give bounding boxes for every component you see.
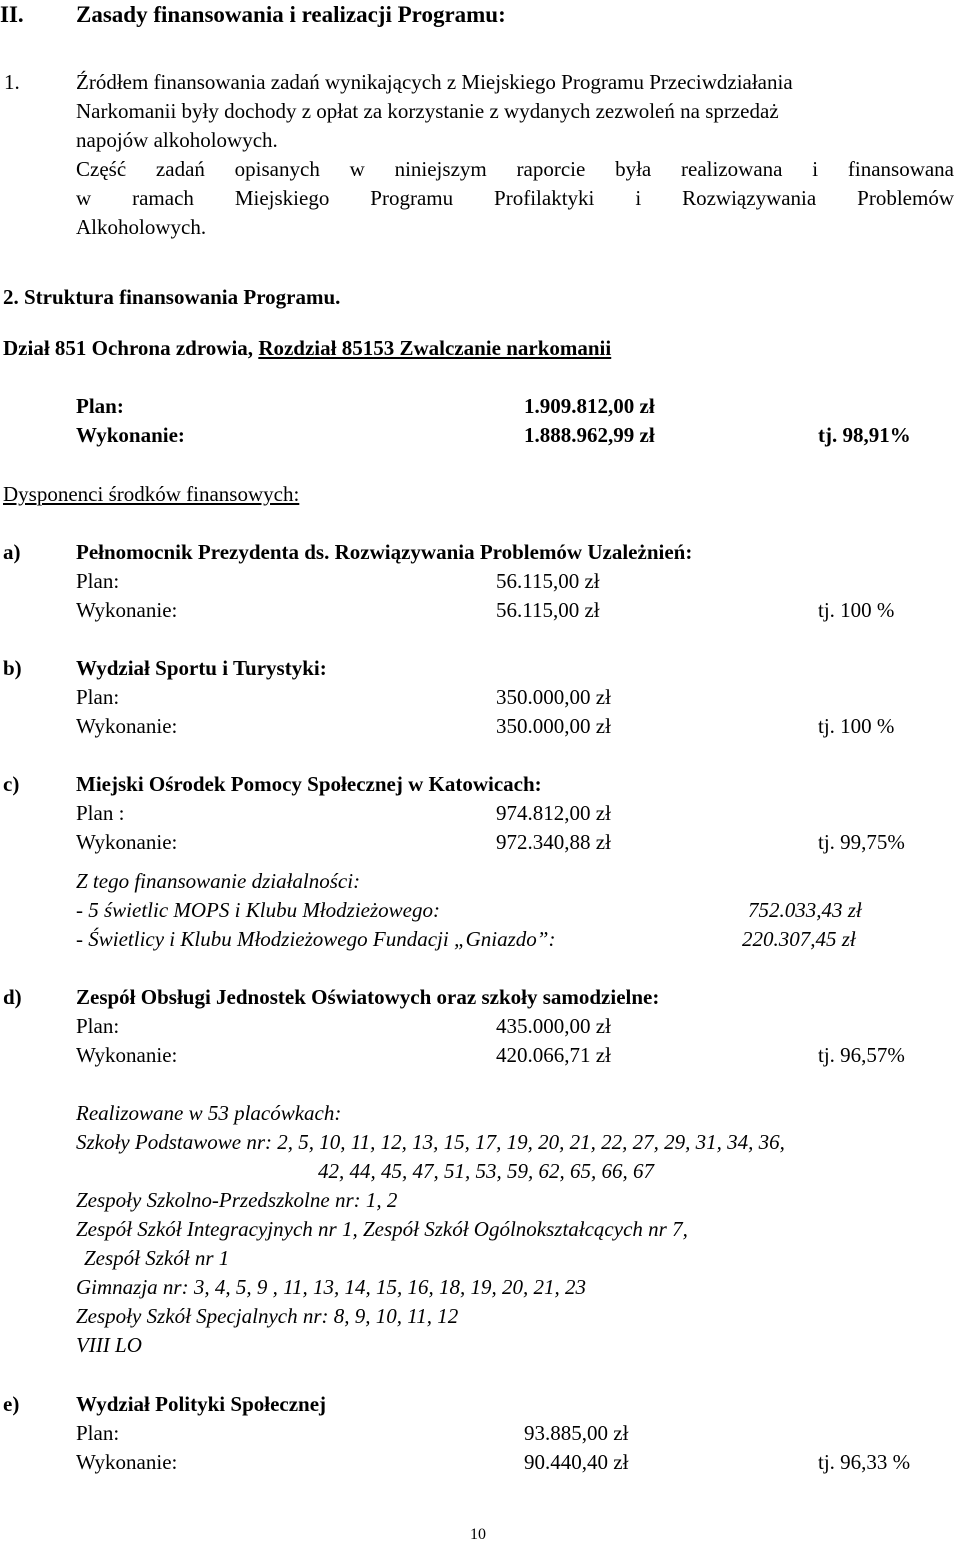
item-d-pct: tj. 96,57% bbox=[818, 1043, 905, 1067]
item-d-exec-label: Wykonanie: bbox=[76, 1043, 178, 1067]
item-d-realized-line: Szkoły Podstawowe nr: 2, 5, 10, 11, 12, 13, 15, 17, 19, 20, 21, 22, 27, 29, 31, 34, 36, bbox=[76, 1130, 785, 1154]
para1-line: Narkomanii były dochody z opłat za korzystanie z wydanych zezwoleń na sprzedaż bbox=[76, 99, 779, 123]
item-a-pct: tj. 100 % bbox=[818, 598, 895, 622]
dzial-line bbox=[3, 334, 611, 363]
item-c-breakdown-value: 220.307,45 zł bbox=[742, 927, 856, 951]
item-c-exec-value: 972.340,88 zł bbox=[496, 830, 611, 854]
page-number: 10 bbox=[470, 1526, 486, 1543]
item-c-breakdown-label: - Świetlicy i Klubu Młodzieżowego Fundacji „Gniazdo”: bbox=[76, 927, 556, 951]
totals-exec-value: 1.888.962,99 zł bbox=[524, 423, 655, 447]
para1-line: w ramach Miejskiego Programu Profilaktyki i Rozwiązywania Problemów bbox=[76, 186, 954, 210]
item-d-realized-line: Zespół Szkół nr 1 bbox=[84, 1246, 230, 1270]
item-d-realized-line: 42, 44, 45, 47, 51, 53, 59, 62, 65, 66, 67 bbox=[318, 1159, 654, 1183]
dzial-prefix: Dział 851 Ochrona zdrowia, bbox=[3, 336, 259, 360]
item-c-letter: c) bbox=[3, 772, 20, 796]
item-c-exec-label: Wykonanie: bbox=[76, 830, 178, 854]
para1-number: 1. bbox=[4, 70, 20, 94]
item-e-pct: tj. 96,33 % bbox=[818, 1450, 911, 1474]
item-a-plan-value: 56.115,00 zł bbox=[496, 569, 600, 593]
item-e-exec-value: 90.440,40 zł bbox=[524, 1450, 629, 1474]
item-e-letter: e) bbox=[3, 1392, 20, 1416]
rozdzial-label: Rozdział 85153 Zwalczanie narkomanii bbox=[258, 336, 612, 360]
totals-exec-pct: tj. 98,91% bbox=[818, 423, 911, 447]
totals-exec-label: Wykonanie: bbox=[76, 423, 185, 447]
para1-line: napojów alkoholowych. bbox=[76, 128, 278, 152]
item-c-breakdown-label: - 5 świetlic MOPS i Klubu Młodzieżowego: bbox=[76, 898, 440, 922]
item-b-plan-label: Plan: bbox=[76, 685, 120, 709]
section-number: II. bbox=[0, 2, 24, 27]
para1-line: Źródłem finansowania zadań wynikających z Miejskiego Programu Przeciwdziałania bbox=[76, 70, 793, 94]
item-d-realized-line: VIII LO bbox=[76, 1333, 142, 1357]
totals-plan-label: Plan: bbox=[76, 394, 124, 418]
item-c-plan-label: Plan : bbox=[76, 801, 125, 825]
item-d-title: Zespół Obsługi Jednostek Oświatowych oraz szkoły samodzielne: bbox=[76, 985, 660, 1009]
item-a-exec-value: 56.115,00 zł bbox=[496, 598, 600, 622]
totals-plan-value: 1.909.812,00 zł bbox=[524, 394, 655, 418]
item-e-exec-label: Wykonanie: bbox=[76, 1450, 178, 1474]
item-a-exec-label: Wykonanie: bbox=[76, 598, 178, 622]
item-c-title: Miejski Ośrodek Pomocy Społecznej w Katowicach: bbox=[76, 772, 542, 796]
item-c-breakdown-heading: Z tego finansowanie działalności: bbox=[76, 869, 361, 893]
item-b-title: Wydział Sportu i Turystyki: bbox=[76, 656, 327, 680]
item-b-plan-value: 350.000,00 zł bbox=[496, 685, 611, 709]
item-d-realized-line: Zespoły Szkół Specjalnych nr: 8, 9, 10, 11, 12 bbox=[76, 1304, 459, 1328]
item-e-title: Wydział Polityki Społecznej bbox=[76, 1392, 327, 1416]
structure-heading: 2. Struktura finansowania Programu. bbox=[3, 285, 341, 309]
para1-line: Alkoholowych. bbox=[76, 215, 207, 239]
item-d-realized-line: Zespół Szkół Integracyjnych nr 1, Zespół Szkół Ogólnokształcących nr 7, bbox=[76, 1217, 688, 1241]
item-d-letter: d) bbox=[3, 985, 22, 1009]
item-a-letter: a) bbox=[3, 540, 21, 564]
item-b-exec-value: 350.000,00 zł bbox=[496, 714, 611, 738]
item-c-pct: tj. 99,75% bbox=[818, 830, 905, 854]
para1-line: Część zadań opisanych w niniejszym raporcie była realizowana i finansowana bbox=[76, 157, 954, 181]
item-b-letter: b) bbox=[3, 656, 22, 680]
item-c-plan-value: 974.812,00 zł bbox=[496, 801, 611, 825]
item-b-exec-label: Wykonanie: bbox=[76, 714, 178, 738]
section-title: Zasady finansowania i realizacji Programu: bbox=[76, 2, 506, 27]
item-c-breakdown-value: 752.033,43 zł bbox=[748, 898, 862, 922]
item-e-plan-value: 93.885,00 zł bbox=[524, 1421, 629, 1445]
item-a-title: Pełnomocnik Prezydenta ds. Rozwiązywania Problemów Uzależnień: bbox=[76, 540, 693, 564]
item-a-plan-label: Plan: bbox=[76, 569, 120, 593]
item-d-realized-line: Gimnazja nr: 3, 4, 5, 9 , 11, 13, 14, 15, 16, 18, 19, 20, 21, 23 bbox=[76, 1275, 587, 1299]
item-d-plan-value: 435.000,00 zł bbox=[496, 1014, 611, 1038]
item-d-realized-line: Zespoły Szkolno-Przedszkolne nr: 1, 2 bbox=[76, 1188, 398, 1212]
item-d-exec-value: 420.066,71 zł bbox=[496, 1043, 611, 1067]
item-d-plan-label: Plan: bbox=[76, 1014, 120, 1038]
dysponenci-heading: Dysponenci środków finansowych: bbox=[3, 482, 300, 506]
item-d-realized-line: Realizowane w 53 placówkach: bbox=[76, 1101, 342, 1125]
item-b-pct: tj. 100 % bbox=[818, 714, 895, 738]
item-e-plan-label: Plan: bbox=[76, 1421, 120, 1445]
